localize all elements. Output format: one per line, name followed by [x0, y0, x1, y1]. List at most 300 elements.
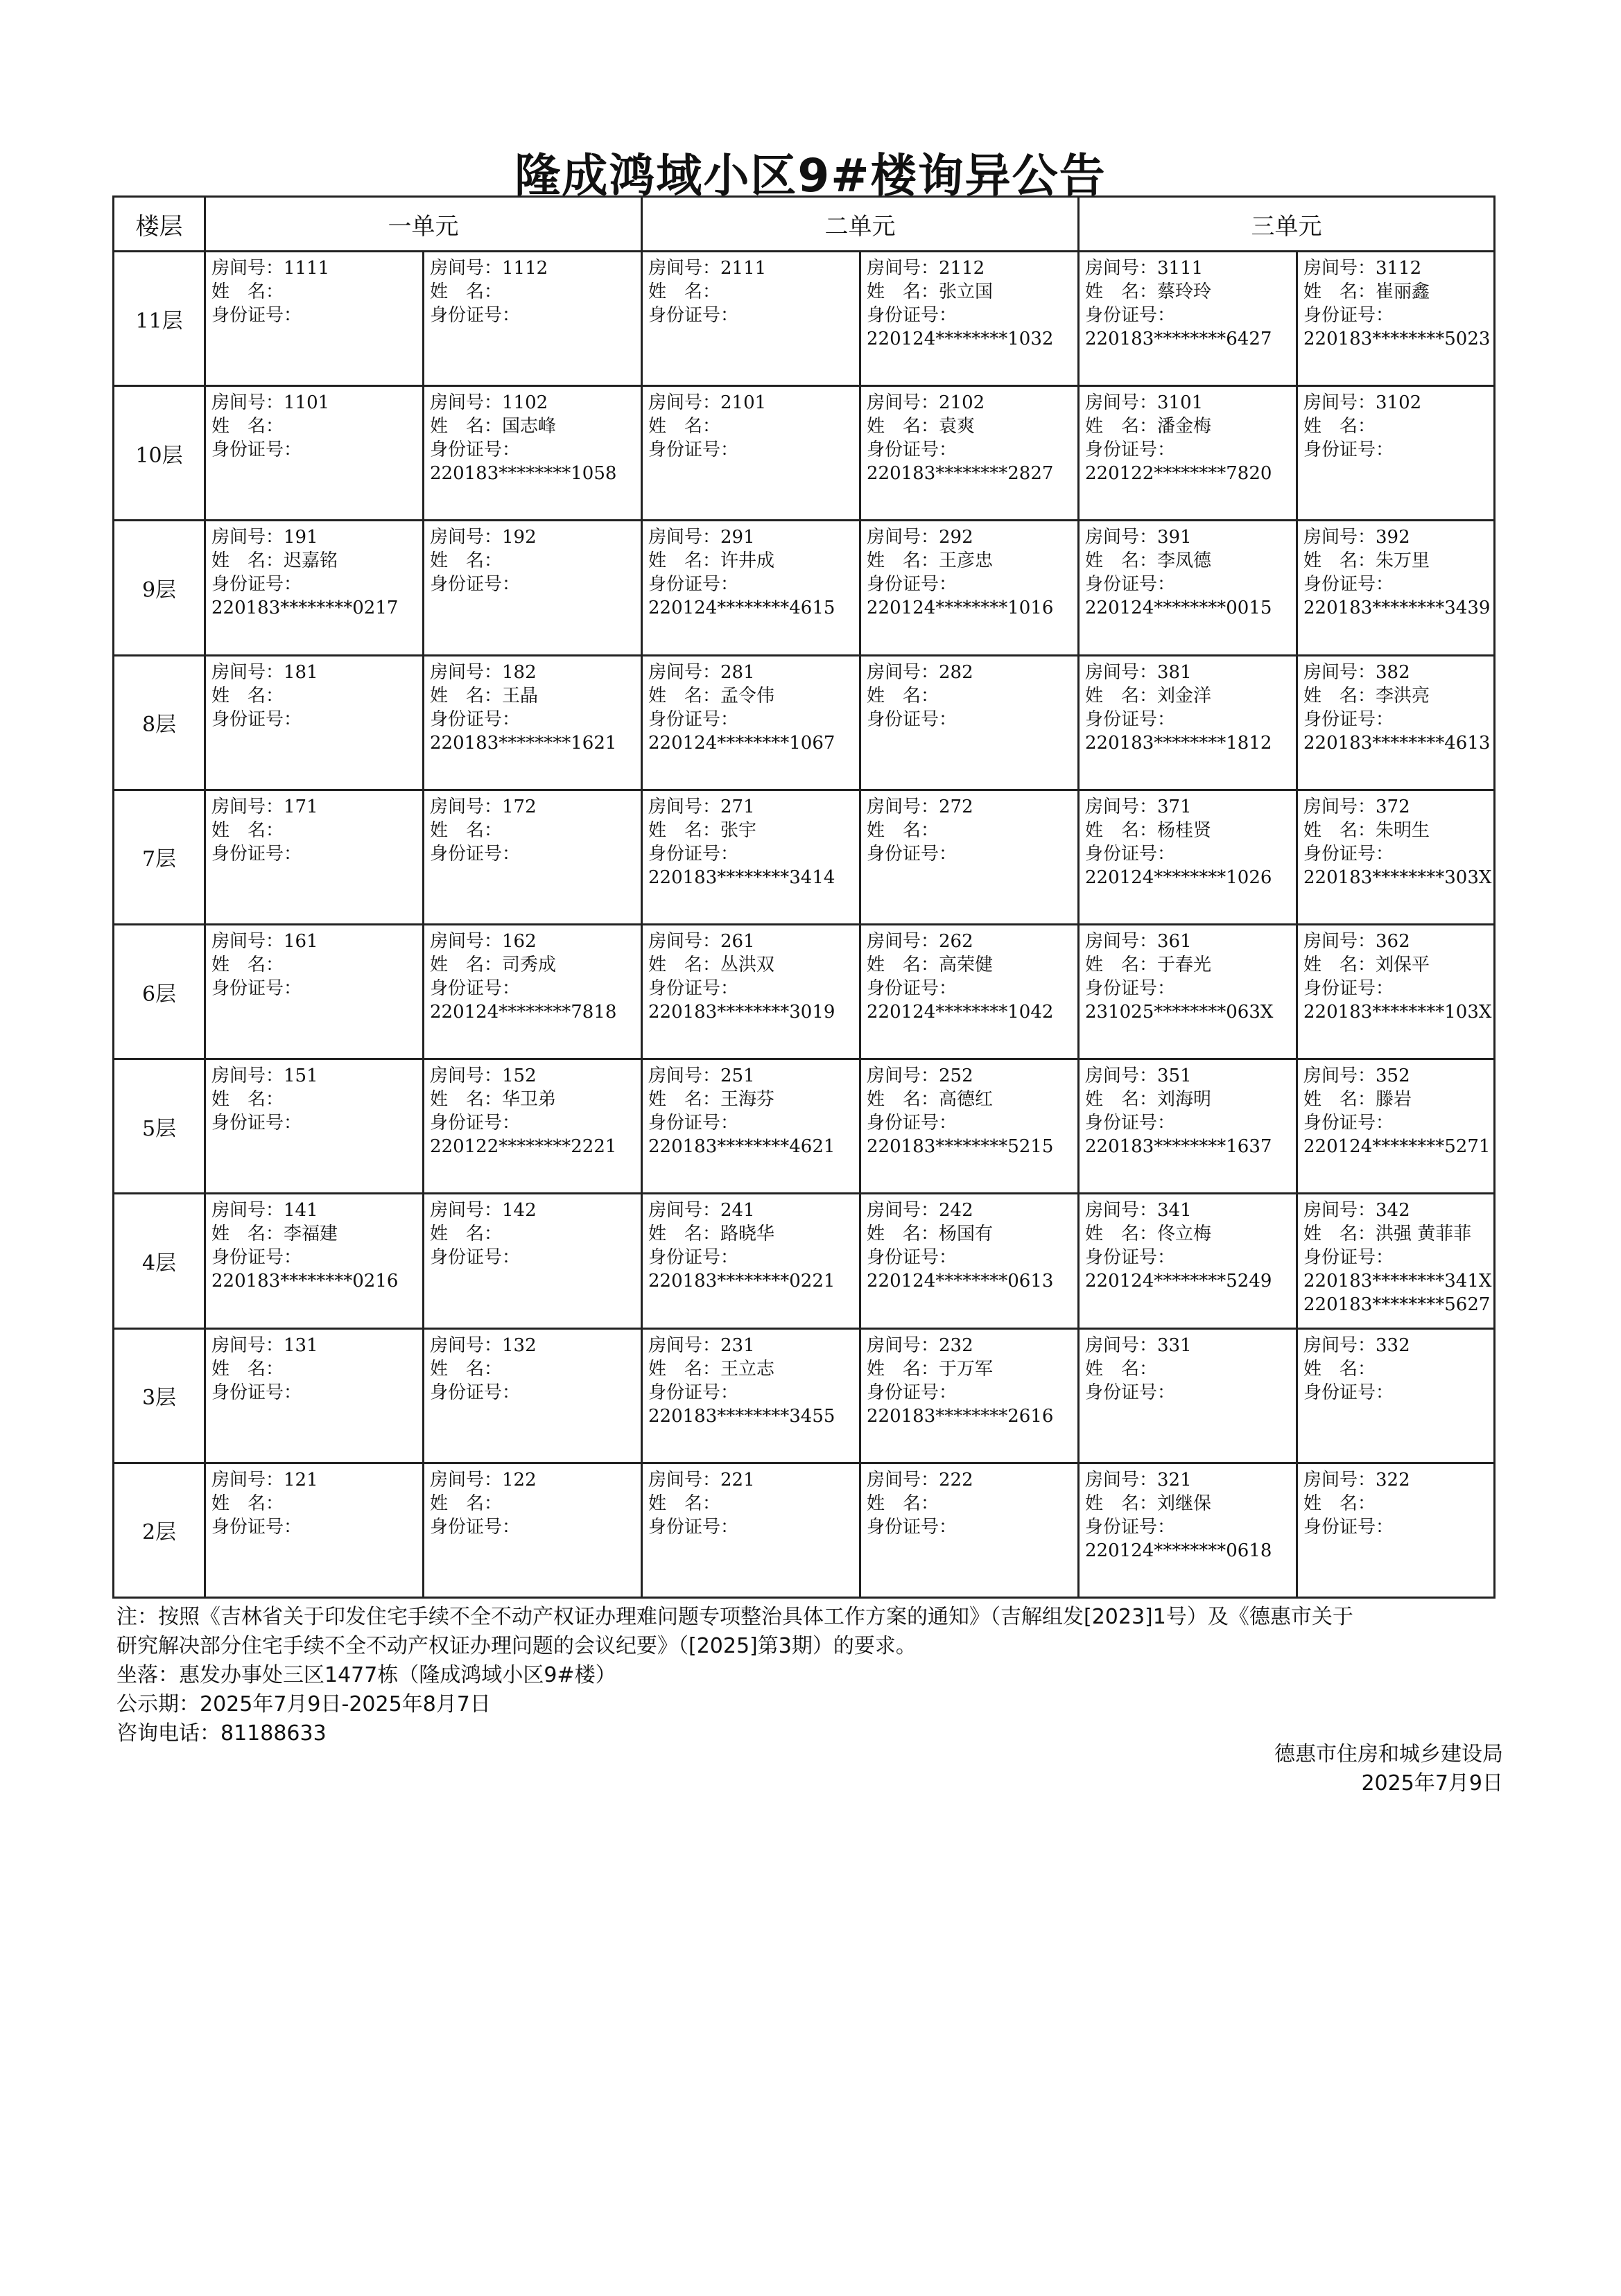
owner-name: 潘金梅 [1157, 416, 1212, 437]
owner-name-line [1085, 684, 1296, 708]
owner-name-line [648, 1357, 859, 1381]
room-label: 房间号： [1085, 1334, 1158, 1356]
owner-name: 迟嘉铭 [284, 550, 338, 572]
id-number-line [1303, 327, 1493, 351]
room-label: 房间号： [1085, 258, 1158, 279]
name-label: 姓 名： [211, 685, 284, 706]
room-number: 221 [720, 1469, 755, 1490]
floor-label: 4层 [114, 1194, 205, 1328]
room-number-line [1303, 256, 1493, 280]
floor-row [114, 1059, 1495, 1194]
id-number: 220183********103X [1303, 1001, 1492, 1023]
owner-name-line [867, 1357, 1077, 1381]
name-label: 姓 名： [867, 1089, 939, 1111]
id-label: 身份证号： [867, 574, 957, 595]
room-number-line [1085, 256, 1296, 280]
room-cell [642, 1463, 860, 1597]
announcement-table [112, 195, 1496, 1599]
name-label: 姓 名： [1085, 1493, 1158, 1514]
owner-name-line [867, 953, 1077, 977]
id-label-line [867, 573, 1077, 596]
name-label: 姓 名： [1085, 416, 1158, 437]
owner-name: 于万军 [939, 1358, 994, 1380]
phone-text: 咨询电话：81188633 [116, 1721, 327, 1746]
room-number-line [1085, 1199, 1296, 1222]
room-cell [642, 1194, 860, 1328]
id-number-line [867, 1135, 1077, 1158]
id-label-line [211, 1381, 422, 1404]
id-number: 220183********341X [1303, 1271, 1492, 1292]
room-number: 292 [939, 527, 973, 548]
name-label: 姓 名： [1303, 1358, 1376, 1380]
room-number-line [430, 1468, 641, 1492]
id-label: 身份证号： [867, 1382, 957, 1403]
id-label: 身份证号： [867, 843, 957, 864]
id-label: 身份证号： [1303, 1247, 1394, 1269]
room-cell [860, 521, 1079, 655]
id-number: 220183********4613 [1303, 732, 1491, 754]
owner-name-line [1303, 1357, 1493, 1381]
floor-row [114, 386, 1495, 521]
room-cell [1079, 1059, 1297, 1194]
room-number-line [867, 795, 1077, 819]
owner-name-line [211, 1357, 422, 1381]
room-label: 房间号： [1085, 392, 1158, 414]
id-number-line [648, 731, 859, 755]
owner-name-line [1303, 415, 1493, 438]
room-cell [1297, 1059, 1495, 1194]
id-label-line [1085, 842, 1296, 866]
id-number-line [648, 1000, 859, 1024]
id-label-line [867, 1111, 1077, 1135]
name-label: 姓 名： [430, 1224, 503, 1245]
owner-name: 李福建 [284, 1224, 338, 1245]
id-label-line [211, 977, 422, 1000]
id-label: 身份证号： [867, 708, 957, 730]
room-label: 房间号： [867, 527, 939, 548]
owner-name-line [1303, 684, 1493, 708]
id-number: 220122********7820 [1085, 463, 1272, 485]
room-number: 1102 [502, 392, 548, 414]
id-label-line [867, 708, 1077, 731]
room-number-line [867, 525, 1077, 549]
owner-name-line [648, 549, 859, 573]
room-number: 282 [939, 661, 973, 683]
name-label: 姓 名： [648, 550, 721, 572]
id-number-line [1303, 1269, 1493, 1293]
name-label: 姓 名： [1085, 685, 1158, 706]
id-label-line [648, 1381, 859, 1404]
room-number-line [1085, 1334, 1296, 1357]
id-number: 220183********2616 [867, 1405, 1054, 1427]
room-number-line [648, 256, 859, 280]
owner-name-line [1303, 1088, 1493, 1111]
name-label: 姓 名： [867, 416, 939, 437]
owner-name: 丛洪双 [720, 954, 775, 975]
header-row [114, 197, 1495, 252]
owner-name: 王立志 [720, 1358, 775, 1380]
owner-name-line [430, 819, 641, 842]
room-number-line [211, 1334, 422, 1357]
id-number: 220183********3439 [1303, 598, 1491, 619]
room-cell [1297, 1463, 1495, 1597]
name-label: 姓 名： [1085, 1358, 1158, 1380]
id-label-line [430, 1381, 641, 1404]
room-label: 房间号： [648, 661, 721, 683]
owner-name-line [648, 684, 859, 708]
id-label: 身份证号： [648, 1247, 739, 1269]
id-label: 身份证号： [211, 305, 302, 326]
room-cell [642, 1059, 860, 1194]
room-label: 房间号： [1303, 527, 1376, 548]
id-number: 220124********0015 [1085, 598, 1272, 619]
id-number: 220183********1812 [1085, 732, 1272, 754]
room-number: 351 [1157, 1066, 1192, 1087]
name-label: 姓 名： [1085, 1089, 1158, 1111]
room-label: 房间号： [867, 1066, 939, 1087]
id-label: 身份证号： [1303, 1516, 1394, 1538]
room-cell [1079, 790, 1297, 924]
id-label: 身份证号： [430, 1113, 521, 1134]
page-title: 隆成鸿域小区9#楼询异公告 [514, 149, 1107, 202]
room-cell [1297, 924, 1495, 1059]
room-number-line [1085, 391, 1296, 415]
id-label: 身份证号： [867, 977, 957, 999]
name-label: 姓 名： [867, 954, 939, 975]
id-label: 身份证号： [1303, 574, 1394, 595]
owner-name-line [211, 1088, 422, 1111]
name-label: 姓 名： [648, 954, 721, 975]
name-label: 姓 名： [211, 1358, 284, 1380]
room-number-line [867, 1334, 1077, 1357]
room-number: 362 [1376, 930, 1410, 952]
room-cell [1297, 1194, 1495, 1328]
room-label: 房间号： [867, 258, 939, 279]
room-number-line [430, 1334, 641, 1357]
id-label: 身份证号： [648, 305, 739, 326]
id-label: 身份证号： [211, 843, 302, 864]
id-number: 220124********0618 [1085, 1540, 1272, 1561]
name-label: 姓 名： [648, 1089, 721, 1111]
room-label: 房间号： [867, 1469, 939, 1490]
room-label: 房间号： [1303, 392, 1376, 414]
id-label-line [1085, 1111, 1296, 1135]
room-cell [1079, 252, 1297, 386]
owner-name: 洪强 黄菲菲 [1376, 1224, 1472, 1245]
name-label: 姓 名： [648, 685, 721, 706]
name-label: 姓 名： [648, 1224, 721, 1245]
id-label: 身份证号： [1085, 305, 1176, 326]
room-cell [1297, 1328, 1495, 1463]
room-label: 房间号： [1303, 258, 1376, 279]
id-number: 220183********0216 [211, 1271, 399, 1292]
room-cell [424, 924, 642, 1059]
name-label: 姓 名： [430, 1493, 503, 1514]
owner-name-line [867, 549, 1077, 573]
floor-label: 5层 [114, 1059, 205, 1194]
id-label-line [867, 842, 1077, 866]
room-label: 房间号： [1085, 661, 1158, 683]
name-label: 姓 名： [648, 1493, 721, 1514]
room-number: 242 [939, 1200, 973, 1221]
name-label: 姓 名： [430, 819, 503, 841]
owner-name-line [648, 415, 859, 438]
owner-name-line [648, 1088, 859, 1111]
name-label: 姓 名： [211, 281, 284, 302]
room-label: 房间号： [648, 258, 721, 279]
owner-name-line [648, 280, 859, 304]
owner-name-line [867, 1222, 1077, 1246]
owner-name: 刘继保 [1157, 1493, 1212, 1514]
id-number-line [648, 596, 859, 620]
id-label: 身份证号： [1303, 1113, 1394, 1134]
name-label: 姓 名： [211, 416, 284, 437]
room-cell [860, 1463, 1079, 1597]
id-number: 220183********4621 [648, 1136, 835, 1158]
room-number-line [211, 1199, 422, 1222]
id-number: 220124********7818 [430, 1001, 617, 1023]
id-label-line [430, 977, 641, 1000]
id-label: 身份证号： [1303, 1382, 1394, 1403]
owner-name: 李凤德 [1157, 550, 1212, 572]
room-label: 房间号： [211, 527, 284, 548]
id-label: 身份证号： [1085, 1516, 1176, 1538]
owner-name-line [211, 415, 422, 438]
room-number-line [211, 795, 422, 819]
room-label: 房间号： [648, 1066, 721, 1087]
id-label-line [430, 304, 641, 327]
id-label-line [648, 1515, 859, 1539]
room-label: 房间号： [430, 1200, 503, 1221]
room-number: 341 [1157, 1200, 1192, 1221]
room-cell [205, 1194, 424, 1328]
room-cell [1079, 1194, 1297, 1328]
id-label-line [867, 1515, 1077, 1539]
room-cell [642, 924, 860, 1059]
room-number: 1101 [284, 392, 330, 414]
room-number-line [430, 256, 641, 280]
room-cell [860, 655, 1079, 790]
id-number: 220183********3019 [648, 1001, 835, 1023]
room-number-line [867, 661, 1077, 684]
id-label: 身份证号： [1085, 977, 1176, 999]
id-number: 220183********1058 [430, 463, 617, 485]
id-label: 身份证号： [1085, 574, 1176, 595]
room-cell [424, 1059, 642, 1194]
floor-row [114, 252, 1495, 386]
floor-label: 9层 [114, 521, 205, 655]
room-cell [424, 1328, 642, 1463]
id-number-line [867, 462, 1077, 485]
name-label: 姓 名： [211, 1089, 284, 1111]
room-label: 房间号： [1085, 1200, 1158, 1221]
id-label: 身份证号： [430, 1516, 521, 1538]
id-label-line [648, 1111, 859, 1135]
floor-row [114, 521, 1495, 655]
id-label: 身份证号： [1303, 843, 1394, 864]
id-number-line [867, 596, 1077, 620]
owner-name: 杨桂贤 [1157, 819, 1212, 841]
room-label: 房间号： [1303, 661, 1376, 683]
room-number: 232 [939, 1334, 973, 1356]
room-number: 382 [1376, 661, 1410, 683]
owner-name: 杨国有 [939, 1224, 994, 1245]
owner-name-line [211, 684, 422, 708]
room-cell [642, 790, 860, 924]
id-number-line [430, 462, 641, 485]
room-label: 房间号： [648, 1334, 721, 1356]
owner-name-line [1303, 549, 1493, 573]
id-label: 身份证号： [648, 708, 739, 730]
floor-label: 10层 [114, 386, 205, 521]
id-label: 身份证号： [1085, 440, 1176, 461]
room-number: 332 [1376, 1334, 1410, 1356]
room-number: 181 [284, 661, 318, 683]
room-cell [205, 1328, 424, 1463]
id-number-line [1085, 462, 1296, 485]
id-number: 220124********5271 [1303, 1136, 1491, 1158]
id-label: 身份证号： [1303, 440, 1394, 461]
name-label: 姓 名： [1303, 1493, 1376, 1514]
name-label: 姓 名： [867, 550, 939, 572]
owner-name: 佟立梅 [1157, 1224, 1212, 1245]
id-number: 220124********5249 [1085, 1271, 1272, 1292]
name-label: 姓 名： [648, 416, 721, 437]
room-number: 1111 [284, 258, 330, 279]
id-label-line [867, 304, 1077, 327]
id-label: 身份证号： [1303, 977, 1394, 999]
id-label-line [1303, 438, 1493, 462]
room-label: 房间号： [1303, 1066, 1376, 1087]
id-number-line [1303, 731, 1493, 755]
owner-name: 刘金洋 [1157, 685, 1212, 706]
id-number-line [867, 1000, 1077, 1024]
id-label-line [867, 977, 1077, 1000]
room-number-line [430, 795, 641, 819]
id-label-line [648, 304, 859, 327]
id-label: 身份证号： [430, 440, 521, 461]
room-label: 房间号： [430, 1469, 503, 1490]
room-number: 231 [720, 1334, 755, 1356]
room-cell [642, 521, 860, 655]
owner-name: 高德红 [939, 1089, 994, 1111]
id-number-line [1303, 1000, 1493, 1024]
id-label-line [648, 438, 859, 462]
owner-name-line [867, 684, 1077, 708]
id-number-line [1085, 596, 1296, 620]
room-number-line [430, 1064, 641, 1088]
name-label: 姓 名： [211, 1493, 284, 1514]
room-cell [1297, 521, 1495, 655]
room-label: 房间号： [1303, 1200, 1376, 1221]
owner-name-line [867, 1492, 1077, 1515]
owner-name-line [430, 280, 641, 304]
room-cell [1297, 655, 1495, 790]
id-label-line [211, 438, 422, 462]
id-label-line [1085, 1246, 1296, 1269]
room-cell [205, 1463, 424, 1597]
name-label: 姓 名： [430, 550, 503, 572]
owner-name-line [867, 1088, 1077, 1111]
id-label: 身份证号： [648, 1516, 739, 1538]
name-label: 姓 名： [1085, 954, 1158, 975]
name-label: 姓 名： [430, 281, 503, 302]
notes-block [116, 1603, 1496, 1748]
id-label-line [211, 708, 422, 731]
room-cell [1079, 1328, 1297, 1463]
id-label: 身份证号： [867, 305, 957, 326]
room-label: 房间号： [648, 930, 721, 952]
room-label: 房间号： [648, 392, 721, 414]
owner-name-line [430, 1357, 641, 1381]
room-cell [860, 1194, 1079, 1328]
room-cell [1079, 386, 1297, 521]
room-number: 372 [1376, 796, 1410, 817]
room-label: 房间号： [1085, 796, 1158, 817]
id-label-line [867, 1246, 1077, 1269]
owner-name: 袁爽 [939, 416, 976, 437]
id-number: 220124********1042 [867, 1001, 1054, 1023]
room-cell [424, 521, 642, 655]
name-label: 姓 名： [1303, 281, 1376, 302]
id-number-line [430, 1000, 641, 1024]
room-label: 房间号： [867, 661, 939, 683]
room-label: 房间号： [867, 1334, 939, 1356]
id-number-line [211, 1269, 422, 1293]
name-label: 姓 名： [430, 1358, 503, 1380]
name-label: 姓 名： [1303, 1224, 1376, 1245]
owner-name-line [211, 1222, 422, 1246]
room-number-line [1303, 1468, 1493, 1492]
id-number: 220183********0217 [211, 598, 399, 619]
id-label-line [211, 1515, 422, 1539]
floor-row [114, 1194, 1495, 1328]
owner-name: 王彦忠 [939, 550, 994, 572]
name-label: 姓 名： [211, 1224, 284, 1245]
room-label: 房间号： [1085, 930, 1158, 952]
id-label-line [211, 573, 422, 596]
owner-name: 许井成 [720, 550, 775, 572]
room-label: 房间号： [430, 796, 503, 817]
room-cell [1297, 252, 1495, 386]
id-label: 身份证号： [211, 440, 302, 461]
name-label: 姓 名： [1085, 281, 1158, 302]
name-label: 姓 名： [1303, 954, 1376, 975]
id-label: 身份证号： [648, 843, 739, 864]
name-label: 姓 名： [648, 1358, 721, 1380]
room-cell [424, 1194, 642, 1328]
id-label: 身份证号： [648, 1382, 739, 1403]
room-label: 房间号： [430, 527, 503, 548]
room-cell [642, 655, 860, 790]
id-label-line [1303, 708, 1493, 731]
room-label: 房间号： [867, 930, 939, 952]
room-number-line [1085, 661, 1296, 684]
id-label: 身份证号： [648, 977, 739, 999]
id-number-line [1085, 731, 1296, 755]
id-label-line [211, 1111, 422, 1135]
owner-name-line [1085, 1088, 1296, 1111]
room-number-line [1085, 1064, 1296, 1088]
id-label: 身份证号： [1303, 305, 1394, 326]
id-number-line [1303, 1135, 1493, 1158]
id-number: 220124********1032 [867, 329, 1054, 349]
room-number: 1112 [502, 258, 548, 279]
id-number: 220124********0613 [867, 1271, 1054, 1292]
room-cell [642, 252, 860, 386]
room-number: 172 [502, 796, 537, 817]
room-label: 房间号： [648, 1200, 721, 1221]
